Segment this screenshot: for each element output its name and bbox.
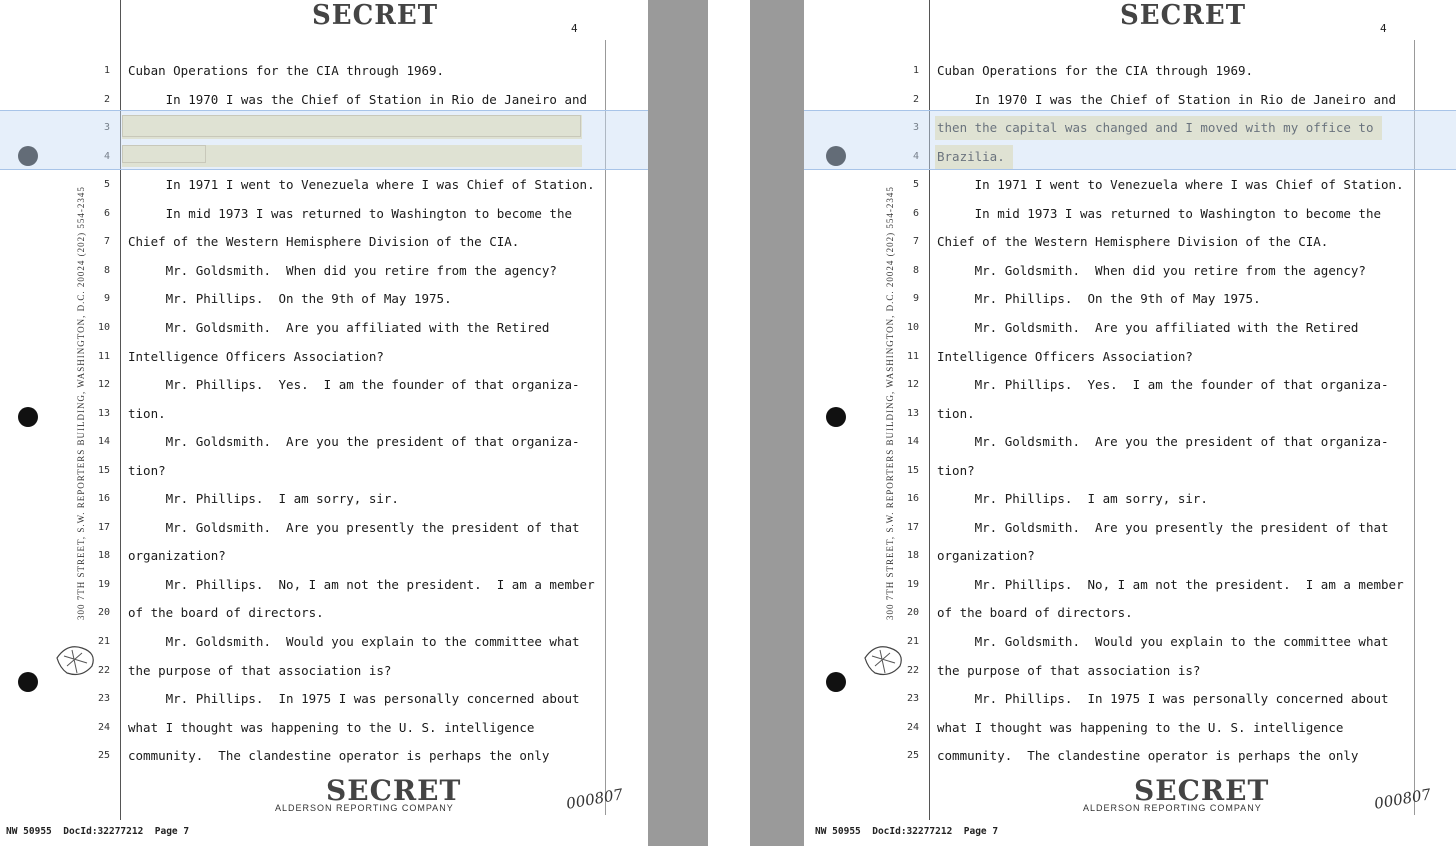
- secret-stamp-top: SECRET: [312, 0, 439, 32]
- transcript-line: of the board of directors.: [937, 605, 1133, 620]
- transcript-line: Chief of the Western Hemisphere Division of the CIA.: [937, 234, 1329, 249]
- transcript-line: organization?: [937, 548, 1035, 563]
- line-number: 15: [97, 465, 110, 476]
- line-number: 10: [906, 322, 919, 333]
- line-number: 14: [906, 436, 919, 447]
- line-number: 4: [912, 151, 919, 162]
- transcript-line: Mr. Phillips. In 1975 I was personally concerned about: [128, 691, 580, 706]
- transcript-line: Mr. Phillips. On the 9th of May 1975.: [128, 291, 452, 306]
- reporter-seal-icon: [860, 638, 910, 682]
- transcript-line: Mr. Phillips. Yes. I am the founder of that organiza-: [937, 377, 1389, 392]
- line-number: 1: [103, 65, 110, 76]
- line-number: 12: [906, 379, 919, 390]
- footer-docid: DocId:32277212: [63, 826, 144, 837]
- reporter-address: 300 7TH STREET, S.W. REPORTERS BUILDING, WASHINGTON, D.C. 20024 (202) 554-2345: [885, 186, 895, 620]
- transcript-line: then the capital was changed and I moved with my office to: [935, 116, 1382, 140]
- transcript-line: Cuban Operations for the CIA through 1969.: [128, 63, 445, 78]
- line-number: 16: [97, 493, 110, 504]
- transcript-line: Mr. Goldsmith. Would you explain to the committee what: [937, 634, 1389, 649]
- transcript-line: Cuban Operations for the CIA through 1969.: [937, 63, 1254, 78]
- line-number: 13: [906, 408, 919, 419]
- transcript-line: Mr. Phillips. On the 9th of May 1975.: [937, 291, 1261, 306]
- transcript-line: Mr. Goldsmith. Are you affiliated with the Retired: [128, 320, 550, 335]
- transcript-line: Brazilia.: [935, 145, 1013, 169]
- transcript-line: tion.: [128, 406, 166, 421]
- transcript-line: tion?: [128, 463, 166, 478]
- transcript-line: Intelligence Officers Association?: [937, 349, 1193, 364]
- reporting-company: ALDERSON REPORTING COMPANY: [275, 803, 454, 813]
- line-number: 7: [103, 236, 110, 247]
- line-number: 14: [97, 436, 110, 447]
- line-number: 16: [906, 493, 919, 504]
- line-number: 15: [906, 465, 919, 476]
- punch-hole: [18, 672, 38, 692]
- reporter-address: 300 7TH STREET, S.W. REPORTERS BUILDING, WASHINGTON, D.C. 20024 (202) 554-2345: [76, 186, 86, 620]
- punch-hole: [826, 407, 846, 427]
- transcript-line: organization?: [128, 548, 226, 563]
- viewer-gutter-left: [648, 0, 708, 846]
- line-number: 23: [97, 693, 110, 704]
- line-number: 1: [912, 65, 919, 76]
- line-number: 10: [97, 322, 110, 333]
- transcript-line: In 1971 I went to Venezuela where I was Chief of Station.: [937, 177, 1404, 192]
- line-number: 9: [912, 293, 919, 304]
- line-number: 8: [912, 265, 919, 276]
- transcript-line: Mr. Phillips. Yes. I am the founder of that organiza-: [128, 377, 580, 392]
- line-number: 24: [97, 722, 110, 733]
- footer: [815, 826, 998, 837]
- line-number: 22: [97, 665, 110, 676]
- line-number: 20: [906, 607, 919, 618]
- line-number: 11: [97, 351, 110, 362]
- viewer-gutter-middle: [708, 0, 750, 846]
- reporting-company: ALDERSON REPORTING COMPANY: [1083, 803, 1262, 813]
- line-number: 12: [97, 379, 110, 390]
- line-number: 2: [103, 94, 110, 105]
- transcript-line: In 1970 I was the Chief of Station in Rio de Janeiro and: [128, 92, 588, 107]
- line-number: 11: [906, 351, 919, 362]
- line-number: 25: [97, 750, 110, 761]
- diff-highlight-band: [804, 110, 1456, 170]
- transcript-line: Mr. Goldsmith. Are you the president of that organiza-: [128, 434, 580, 449]
- footer-page: Page 7: [963, 826, 999, 837]
- line-number: 25: [906, 750, 919, 761]
- transcript-line: Mr. Goldsmith. Are you the president of that organiza-: [937, 434, 1389, 449]
- footer-docid: DocId:32277212: [872, 826, 953, 837]
- transcript-line: what I thought was happening to the U. S. intelligence: [128, 720, 535, 735]
- line-number: 13: [97, 408, 110, 419]
- line-number: 6: [912, 208, 919, 219]
- secret-stamp-top: SECRET: [1120, 0, 1247, 32]
- line-number: 3: [103, 122, 110, 133]
- transcript-line: Mr. Phillips. I am sorry, sir.: [128, 491, 399, 506]
- line-number: 17: [97, 522, 110, 533]
- transcript-line: Mr. Goldsmith. Are you presently the president of that: [937, 520, 1389, 535]
- handwritten-number: 000807: [564, 785, 625, 813]
- transcript-line: community. The clandestine operator is perhaps the only: [937, 748, 1359, 763]
- transcript-line: the purpose of that association is?: [128, 663, 392, 678]
- footer-page: Page 7: [154, 826, 190, 837]
- secret-stamp-bottom: SECRET: [1134, 774, 1270, 807]
- footer-nw: NW 50955: [815, 826, 861, 837]
- transcript-line: Mr. Phillips. No, I am not the president. I am a member: [128, 577, 595, 592]
- transcript-line: Mr. Goldsmith. Are you affiliated with the Retired: [937, 320, 1359, 335]
- transcript-line: Mr. Phillips. I am sorry, sir.: [937, 491, 1208, 506]
- line-number: 19: [906, 579, 919, 590]
- line-number: 8: [103, 265, 110, 276]
- transcript-line: the purpose of that association is?: [937, 663, 1201, 678]
- footer-nw: NW 50955: [6, 826, 52, 837]
- footer: [6, 826, 189, 837]
- line-number: 18: [906, 550, 919, 561]
- line-number: 7: [912, 236, 919, 247]
- line-number: 5: [103, 179, 110, 190]
- transcript-line: In 1971 I went to Venezuela where I was Chief of Station.: [128, 177, 595, 192]
- line-number: 20: [97, 607, 110, 618]
- transcript-line: Intelligence Officers Association?: [128, 349, 384, 364]
- transcript-line: Mr. Phillips. In 1975 I was personally concerned about: [937, 691, 1389, 706]
- transcript-line: Chief of the Western Hemisphere Division of the CIA.: [128, 234, 520, 249]
- punch-hole: [826, 672, 846, 692]
- page-number: 4: [1380, 22, 1387, 35]
- line-number: 6: [103, 208, 110, 219]
- line-number: 18: [97, 550, 110, 561]
- transcript-line: In mid 1973 I was returned to Washington to become the: [128, 206, 573, 221]
- transcript-line: In mid 1973 I was returned to Washington to become the: [937, 206, 1382, 221]
- line-number: 22: [906, 665, 919, 676]
- diff-highlight-band: [0, 110, 648, 170]
- line-number: 19: [97, 579, 110, 590]
- transcript-line: Mr. Goldsmith. Are you presently the president of that: [128, 520, 580, 535]
- line-number: 4: [103, 151, 110, 162]
- transcript-line: In 1970 I was the Chief of Station in Rio de Janeiro and: [937, 92, 1397, 107]
- line-number: 21: [97, 636, 110, 647]
- transcript-line: community. The clandestine operator is perhaps the only: [128, 748, 550, 763]
- line-number: 24: [906, 722, 919, 733]
- line-number: 2: [912, 94, 919, 105]
- reporter-seal-icon: [52, 638, 102, 682]
- viewer-gutter-right: [750, 0, 804, 846]
- line-number: 9: [103, 293, 110, 304]
- transcript-line: Mr. Goldsmith. When did you retire from the agency?: [128, 263, 557, 278]
- line-number: 23: [906, 693, 919, 704]
- punch-hole: [18, 407, 38, 427]
- transcript-line: tion?: [937, 463, 975, 478]
- line-number: 21: [906, 636, 919, 647]
- transcript-line: what I thought was happening to the U. S. intelligence: [937, 720, 1344, 735]
- secret-stamp-bottom: SECRET: [326, 774, 462, 807]
- transcript-line: Mr. Goldsmith. When did you retire from the agency?: [937, 263, 1366, 278]
- transcript-line: Mr. Goldsmith. Would you explain to the committee what: [128, 634, 580, 649]
- transcript-line: of the board of directors.: [128, 605, 324, 620]
- line-number: 5: [912, 179, 919, 190]
- line-number: 17: [906, 522, 919, 533]
- transcript-line: tion.: [937, 406, 975, 421]
- handwritten-number: 000807: [1372, 785, 1433, 813]
- line-number: 3: [912, 122, 919, 133]
- transcript-line: Mr. Phillips. No, I am not the president. I am a member: [937, 577, 1404, 592]
- page-number: 4: [571, 22, 578, 35]
